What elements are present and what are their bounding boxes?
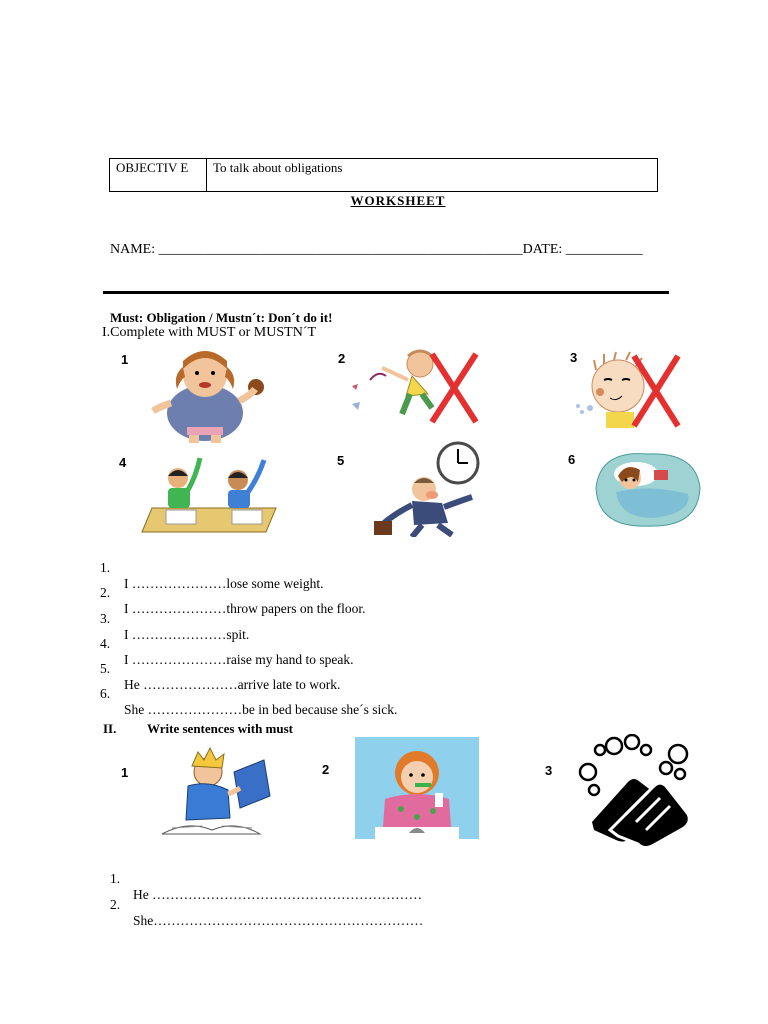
students-raising-hands-illustration bbox=[140, 452, 280, 534]
section1-heading: Must: Obligation / Mustn´t: Don´t do it! bbox=[110, 310, 333, 325]
section1-instruction: I.Complete with MUST or MUSTN´T bbox=[102, 325, 317, 340]
picture-number: 1 bbox=[121, 765, 129, 780]
exercise-item bbox=[0, 620, 768, 667]
exercise-number: 1. bbox=[110, 871, 121, 886]
exercise-item bbox=[0, 855, 768, 902]
picture-number: 4 bbox=[119, 455, 127, 470]
exercise-text: I …………………raise my hand to speak. bbox=[124, 652, 354, 667]
exercise-text: She …………………be in bed because she´s sick. bbox=[124, 702, 398, 717]
exercise-item bbox=[0, 881, 768, 928]
exercise-text: She…………………………………………………… bbox=[133, 913, 424, 928]
picture-number: 2 bbox=[338, 351, 346, 366]
picture-number: 5 bbox=[337, 453, 345, 468]
section2-roman: II. bbox=[103, 721, 117, 736]
overweight-girl-illustration bbox=[143, 345, 268, 445]
washing-hands-icon bbox=[570, 734, 696, 848]
boy-studying-illustration bbox=[142, 742, 274, 840]
exercise-text: I …………………spit. bbox=[124, 627, 250, 642]
exercise-item bbox=[0, 645, 768, 692]
picture-number: 3 bbox=[545, 763, 553, 778]
picture-number: 3 bbox=[570, 350, 578, 365]
exercise-item bbox=[0, 670, 768, 717]
picture-number: 6 bbox=[568, 452, 576, 467]
picture-number: 1 bbox=[121, 352, 129, 367]
exercise-text: I …………………throw papers on the floor. bbox=[124, 601, 366, 616]
name-date-line: NAME: ____________________________________________________DATE: ___________ bbox=[110, 242, 643, 257]
exercise-item bbox=[0, 544, 768, 591]
exercise-number: 5. bbox=[100, 661, 111, 676]
exercise-number: 6. bbox=[100, 686, 111, 701]
late-to-work-illustration bbox=[372, 441, 490, 537]
exercise-item bbox=[0, 569, 768, 616]
exercise-text: He …………………arrive late to work. bbox=[124, 677, 341, 692]
objective-label: OBJECTIV E bbox=[110, 159, 207, 192]
exercise-text: He …………………………………………………… bbox=[133, 887, 423, 902]
exercise-number: 2. bbox=[100, 585, 111, 600]
objective-table bbox=[109, 158, 658, 192]
divider-rule bbox=[103, 291, 669, 294]
exercise-number: 2. bbox=[110, 897, 121, 912]
exercise-text: I …………………lose some weight. bbox=[124, 576, 324, 591]
section2-title: Write sentences with must bbox=[147, 721, 293, 736]
throwing-papers-illustration bbox=[348, 346, 480, 426]
exercise-number: 4. bbox=[100, 636, 111, 651]
section2-heading bbox=[103, 721, 293, 737]
girl-brushing-teeth-illustration bbox=[355, 737, 479, 839]
objective-text: To talk about obligations bbox=[207, 159, 658, 192]
picture-number: 2 bbox=[322, 762, 330, 777]
spitting-illustration bbox=[572, 350, 682, 428]
sick-in-bed-illustration bbox=[592, 448, 704, 530]
exercise-item bbox=[0, 595, 768, 642]
exercise-number: 1. bbox=[100, 560, 111, 575]
exercise-number: 3. bbox=[100, 611, 111, 626]
worksheet-title: WORKSHEET bbox=[350, 193, 446, 208]
